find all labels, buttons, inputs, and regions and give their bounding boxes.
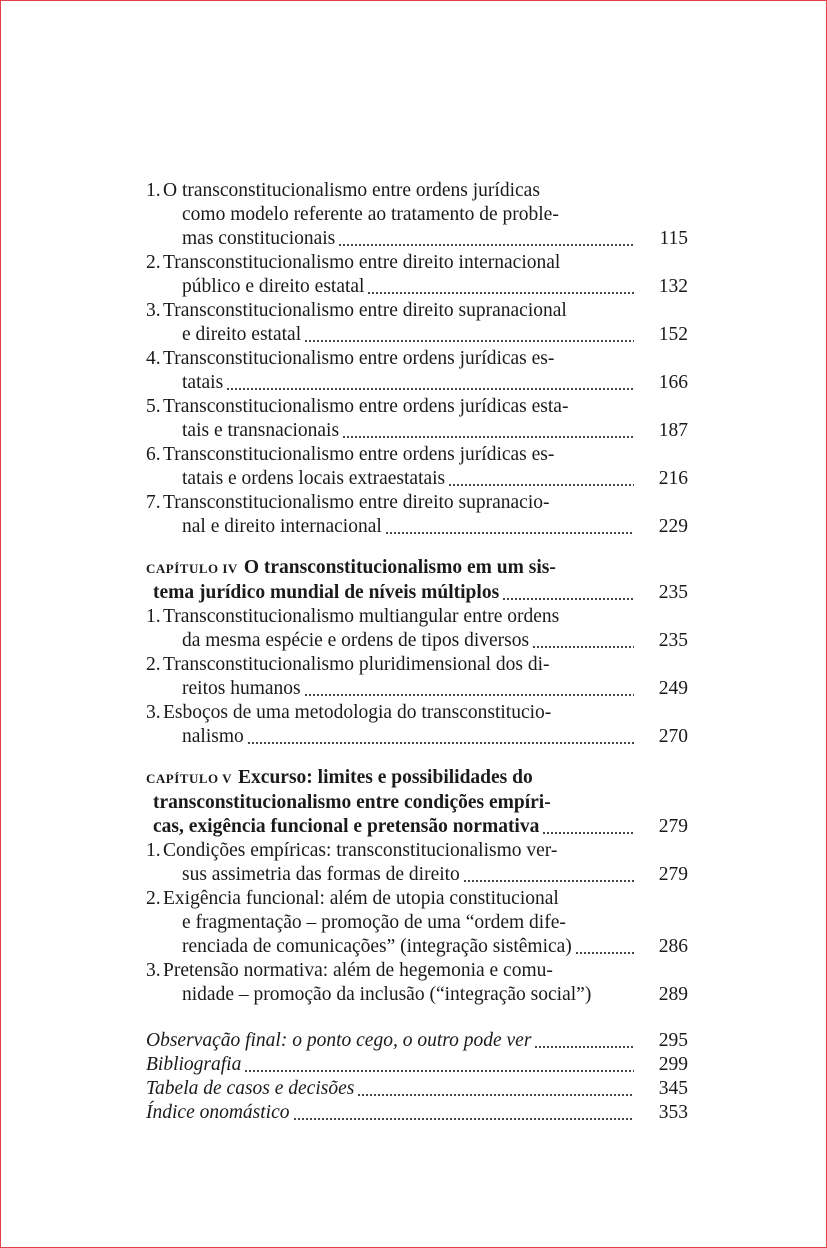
chapter-title-line: cas, exigência funcional e pretensão normativa	[153, 816, 540, 837]
back-matter-title: Observação final: o ponto cego, o outro pode ver	[146, 1030, 532, 1051]
entry-line: Condições empíricas: transconstitucionalismo ver-	[163, 840, 558, 861]
toc-back-matter[interactable]	[146, 1053, 688, 1077]
entry-line: Transconstitucionalismo entre ordens jurídicas esta-	[163, 396, 569, 417]
page-number: 270	[658, 726, 688, 747]
entry-line: Transconstitucionalismo multiangular entre ordens	[163, 606, 560, 627]
back-matter-title: Tabela de casos e decisões	[146, 1078, 355, 1099]
page-number: 279	[658, 864, 688, 885]
page-number: 289	[658, 984, 688, 1005]
entry-line: público e direito estatal	[182, 276, 365, 297]
entry-line: e fragmentação – promoção de uma “ordem dife-	[182, 912, 566, 933]
page-number: 235	[658, 582, 688, 603]
chapter-title-line: Excurso: limites e possibilidades do	[238, 767, 533, 788]
dot-leader	[226, 388, 634, 390]
entry-line: O transconstitucionalismo entre ordens jurídicas	[163, 180, 540, 201]
entry-line: tais e transnacionais	[182, 420, 340, 441]
entry-number: 2.	[146, 654, 161, 675]
entry-line: Transconstitucionalismo entre direito supranacional	[163, 300, 567, 321]
page-number: 187	[658, 420, 688, 441]
dot-leader	[463, 880, 634, 882]
page-number: 216	[658, 468, 688, 489]
toc-entry[interactable]	[146, 701, 688, 749]
toc-entry[interactable]	[146, 395, 688, 443]
toc-entry[interactable]	[146, 251, 688, 299]
page-number: 132	[658, 276, 688, 297]
page-number: 295	[658, 1030, 688, 1051]
toc-entry[interactable]	[146, 605, 688, 653]
entry-line: tatais e ordens locais extraestatais	[182, 468, 446, 489]
dot-leader	[247, 742, 634, 744]
toc-entry[interactable]	[146, 443, 688, 491]
dot-leader	[304, 340, 634, 342]
toc-chapter[interactable]	[146, 556, 688, 605]
entry-line: nidade – promoção da inclusão (“integração social”)	[182, 984, 592, 1005]
dot-leader	[357, 1094, 634, 1096]
entry-line: Pretensão normativa: além de hegemonia e comu-	[163, 960, 553, 981]
page-number: 115	[659, 228, 688, 249]
entry-line: Esboços de uma metodologia do transconstitucio-	[163, 702, 552, 723]
chapter-title-line: O transconstitucionalismo em um sis-	[243, 557, 556, 578]
dot-leader	[575, 952, 634, 954]
toc-entry[interactable]	[146, 179, 688, 251]
dot-leader	[342, 436, 634, 438]
toc-entry[interactable]	[146, 491, 688, 539]
back-matter-title: Índice onomástico	[146, 1102, 290, 1123]
entry-line: nalismo	[182, 726, 244, 747]
entry-line: Transconstitucionalismo entre direito internacional	[163, 252, 561, 273]
toc-entry[interactable]	[146, 959, 688, 1007]
entry-line: nal e direito internacional	[182, 516, 382, 537]
entry-number: 1.	[146, 840, 161, 861]
entry-number: 3.	[146, 702, 161, 723]
dot-leader	[385, 532, 634, 534]
dot-leader	[244, 1070, 634, 1072]
toc-entry[interactable]	[146, 887, 688, 959]
entry-line: renciada de comunicações” (integração sistêmica)	[182, 936, 572, 957]
dot-leader	[502, 598, 634, 600]
entry-number: 2.	[146, 888, 161, 909]
dot-leader	[448, 484, 634, 486]
page-number: 345	[658, 1078, 688, 1099]
entry-line: Transconstitucionalismo entre direito supranacio-	[163, 492, 550, 513]
dot-leader	[367, 292, 634, 294]
dot-leader	[338, 244, 634, 246]
entry-number: 3.	[146, 960, 161, 981]
entry-line: Exigência funcional: além de utopia constitucional	[163, 888, 559, 909]
entry-line: Transconstitucionalismo entre ordens jurídicas es-	[163, 348, 555, 369]
entry-line: mas constitucionais	[182, 228, 336, 249]
toc-entry[interactable]	[146, 653, 688, 701]
entry-line: Transconstitucionalismo pluridimensional dos di-	[163, 654, 550, 675]
dot-leader	[304, 694, 634, 696]
toc-back-matter[interactable]	[146, 1029, 688, 1053]
chapter-title-line: tema jurídico mundial de níveis múltiplos	[153, 582, 500, 603]
entry-number: 7.	[146, 492, 161, 513]
toc-back-matter[interactable]	[146, 1101, 688, 1125]
entry-number: 3.	[146, 300, 161, 321]
toc-entry[interactable]	[146, 839, 688, 887]
entry-number: 1.	[146, 606, 161, 627]
page-number: 353	[658, 1102, 688, 1123]
dot-leader	[293, 1118, 634, 1120]
dot-leader	[532, 646, 634, 648]
page-number: 249	[658, 678, 688, 699]
chapter-label: CAPÍTULO V	[146, 771, 233, 786]
chapter-label: CAPÍTULO IV	[146, 561, 238, 576]
dot-leader	[542, 832, 634, 834]
entry-line: da mesma espécie e ordens de tipos diversos	[182, 630, 530, 651]
entry-number: 6.	[146, 444, 161, 465]
toc-back-matter[interactable]	[146, 1077, 688, 1101]
page-number: 279	[658, 816, 688, 837]
entry-line: sus assimetria das formas de direito	[182, 864, 460, 885]
toc-entry[interactable]	[146, 347, 688, 395]
toc-entry[interactable]	[146, 299, 688, 347]
entry-number: 1.	[146, 180, 161, 201]
page-number: 229	[658, 516, 688, 537]
entry-line: reitos humanos	[182, 678, 301, 699]
page-number: 152	[658, 324, 688, 345]
entry-line: e direito estatal	[182, 324, 302, 345]
toc-chapter[interactable]	[146, 766, 688, 839]
dot-leader	[534, 1046, 634, 1048]
entry-number: 4.	[146, 348, 161, 369]
entry-line: tatais	[182, 372, 224, 393]
page-number: 235	[658, 630, 688, 651]
page-number: 286	[658, 936, 688, 957]
entry-number: 5.	[146, 396, 161, 417]
entry-number: 2.	[146, 252, 161, 273]
page-number: 299	[658, 1054, 688, 1075]
entry-line: Transconstitucionalismo entre ordens jurídicas es-	[163, 444, 555, 465]
back-matter-title: Bibliografia	[146, 1054, 242, 1075]
entry-line: como modelo referente ao tratamento de proble-	[182, 204, 559, 225]
table-of-contents	[146, 179, 688, 1125]
page-number: 166	[658, 372, 688, 393]
chapter-title-line: transconstitucionalismo entre condições empíri-	[153, 792, 551, 813]
